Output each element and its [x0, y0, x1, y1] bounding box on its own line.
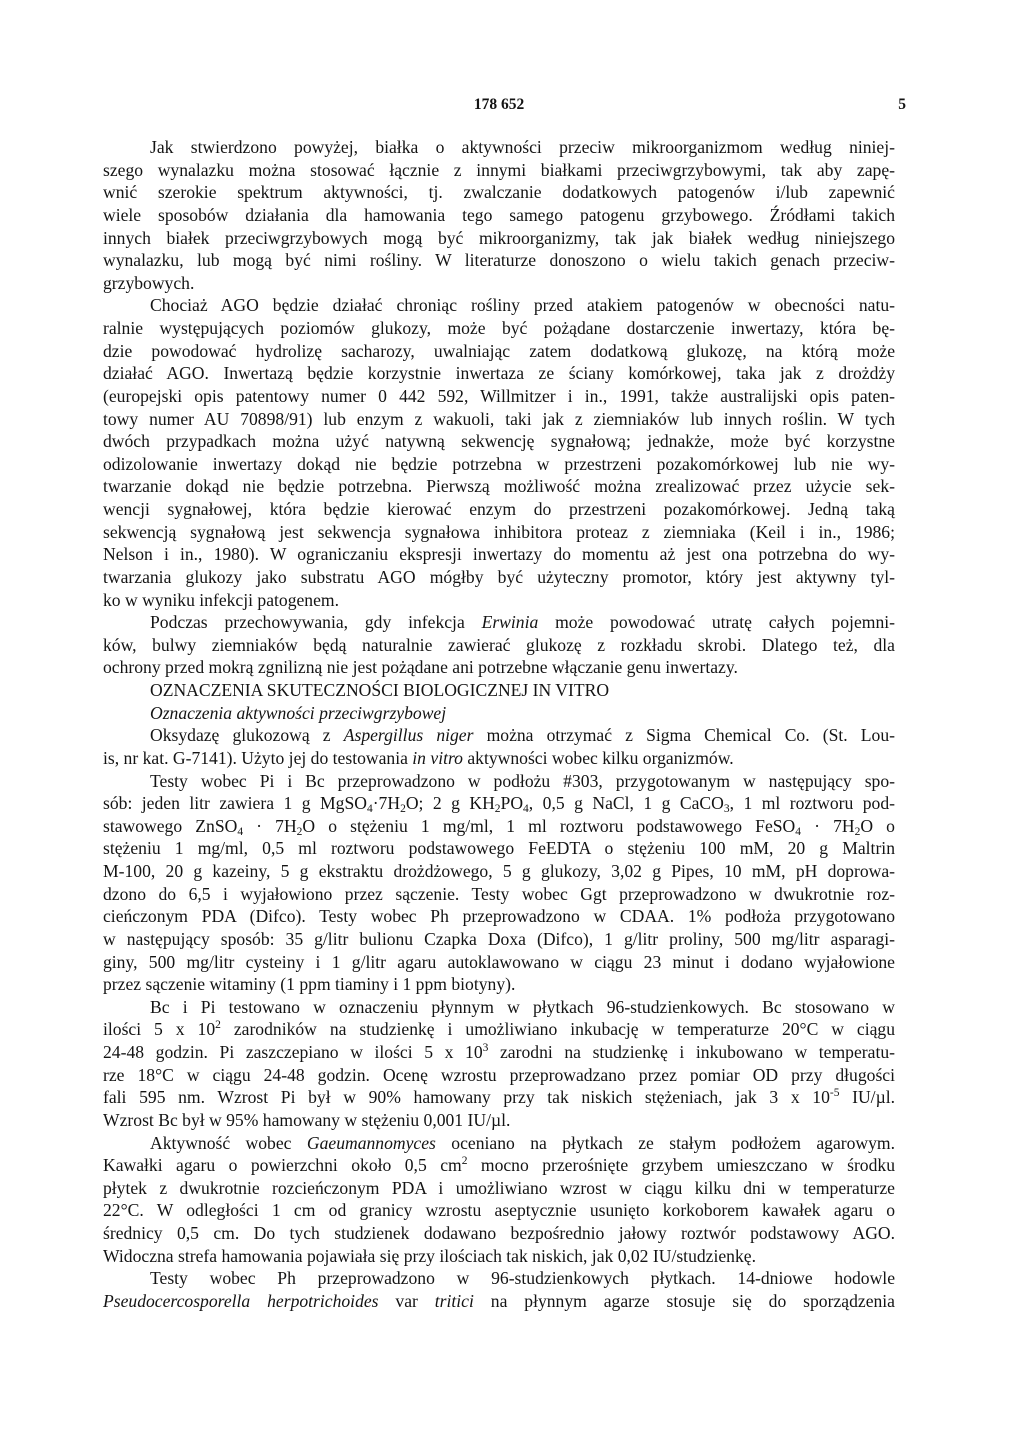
paragraph-2 — [103, 294, 895, 611]
superscript: 2 — [215, 1019, 221, 1032]
subscript: 4 — [795, 825, 801, 838]
text-line: dzono do 6,5 i wyjałowiono przez sączenie. Testy wobec Ggt przeprowadzono w dwukrotnie roz- — [103, 883, 895, 904]
subscript: 4 — [366, 803, 373, 816]
text-run: O o — [860, 815, 895, 836]
text-run: sób: jeden litr zawiera 1 g MgSO — [103, 793, 367, 814]
subscript: 2 — [494, 803, 501, 816]
text-line: ko w wyniku infekcji patogenem. — [103, 589, 339, 610]
text-run: · 7H — [801, 815, 855, 836]
subsection-heading: Oznaczenia aktywności przeciwgrzybowej — [150, 702, 447, 723]
text-run: ilości 5 x 10 — [103, 1019, 216, 1040]
text-line: działać AGO. Inwertazą będzie korzystnie inwertaza ze ściany komórkowej, taka jak z drożdży — [103, 363, 895, 384]
text-run: Aktywność wobec — [150, 1132, 307, 1153]
text-line: w następujący sposób: 35 g/litr bulionu Czapka Doxa (Difco), 1 g/litr proliny, 500 mg/litr asparagi- — [103, 928, 895, 949]
text-line: 22°C. W odległości 1 cm od granicy wzrostu aseptycznie usunięto korkoborem kawałek agaru o — [103, 1200, 895, 1221]
text-run: 24-48 godzin. Pi zaszczepiano w ilości 5 x 10 — [103, 1042, 483, 1062]
text-line: M-100, 20 g kazeiny, 5 g ekstraktu drożdżowego, 5 g glukozy, 3,02 g Pipes, 10 mM, pH doprowa- — [103, 861, 895, 881]
text-run: IU/µl. — [839, 1087, 895, 1108]
text-run: mocno przerośnięte grzybem umieszczano w środku — [467, 1155, 895, 1176]
text-line: wynalazku, lub mogą być nimi rośliny. W literaturze donoszono o wielu takich genach przeciw- — [103, 250, 895, 271]
text-line: (europejski opis patentowy numer 0 442 592, Willmitzer i in., 1991, także australijski opis paten- — [103, 385, 895, 406]
species-name: tritici — [434, 1290, 474, 1311]
text-run: Kawałki agaru o powierzchni około 0,5 cm — [103, 1155, 462, 1176]
text-line: średnicy 0,5 cm. Do tych studzienek dodawano bezpośrednio jałowy roztwór podstawowy AGO. — [103, 1223, 895, 1243]
text-line: odizolowanie inwertazy dokąd nie będzie potrzebna w przestrzeni pozakomórkowej lub nie wy- — [103, 453, 895, 474]
paragraph-3 — [103, 611, 895, 679]
species-name: Aspergillus niger — [343, 725, 474, 746]
text-line — [103, 1041, 895, 1064]
text-line: dzie powodować hydrolizę sacharozy, uwalniając zatem dodatkową glukozę, na którą może — [103, 340, 895, 361]
text-line — [103, 1154, 895, 1177]
text-run: O o stężeniu 1 mg/ml, 1 ml roztworu podstawowego FeSO — [302, 815, 796, 836]
text-run: is, nr kat. G-7141). Użyto jej do testowania — [103, 747, 413, 768]
species-name: Pseudocercosporella herpotrichoides — [103, 1290, 379, 1311]
text-line: wiele sposobów działania dla hamowania tego samego patogenu grzybowego. Źródłami takich — [103, 204, 895, 225]
subscript: 4 — [523, 803, 529, 816]
text-line — [103, 1086, 895, 1109]
text-run: zarodni na studzienkę i inkubowano w temperatu- — [488, 1042, 895, 1062]
text-run: Podczas przechowywania, gdy infekcja — [150, 612, 482, 633]
text-run: Oksydazę glukozową z — [150, 725, 344, 746]
text-run: · 7H — [243, 815, 297, 836]
body-text — [103, 136, 895, 1313]
text-line: Testy wobec Pi i Bc przeprowadzono w podłożu #303, przygotowanym w następujący spo- — [150, 770, 895, 791]
paragraph-1 — [103, 136, 895, 294]
text-line: Jak stwierdzono powyżej, białka o aktywności przeciw mikroorganizmom według niniej- — [150, 137, 895, 157]
species-name: Erwinia — [481, 612, 539, 633]
text-run: , 1 ml roztworu pod- — [729, 793, 895, 814]
paragraph-7 — [103, 1132, 895, 1268]
superscript: 3 — [482, 1042, 489, 1054]
text-run: O; 2 g KH — [405, 793, 495, 814]
text-run: można otrzymać z Sigma Chemical Co. (St. Lou- — [473, 725, 895, 746]
text-line: Chociaż AGO będzie działać chroniąc rośliny przed atakiem patogenów w obecności natu- — [150, 295, 895, 316]
text-line: Nelson i in., 1980). W ograniczaniu ekspresji inwertazy do momentu aż jest ona potrzebna do wy- — [103, 544, 895, 565]
paragraph-6 — [103, 996, 895, 1132]
text-line: przez sączenie witaminy (1 ppm tiaminy i 1 ppm biotyny). — [103, 974, 516, 995]
italic-term: in vitro — [412, 747, 463, 768]
text-line: ochrony przed mokrą zgnilizną nie jest pożądane ani potrzebne włączanie genu inwertazy. — [103, 657, 738, 678]
text-line: ków, bulwy ziemniaków będą naturalnie zawierać glukozę z rozkładu skrobi. Dlatego też, dla — [103, 634, 895, 655]
section-heading: OZNACZENIA SKUTECZNOŚCI BIOLOGICZNEJ IN VITRO — [150, 680, 610, 700]
paragraph-8 — [103, 1267, 895, 1312]
text-line: twarzania glukozy jako substratu AGO mógłby być użyteczny promotor, który jest aktywny tyl- — [103, 566, 895, 587]
text-run: var — [378, 1290, 435, 1311]
subscript: 2 — [854, 825, 861, 838]
text-line: szego wynalazku można stosować łącznie z innymi białkami przeciwgrzybowymi, tak aby zapę- — [103, 159, 895, 180]
page-header — [102, 96, 906, 120]
text-line: Testy wobec Ph przeprowadzono w 96-studzienkowych płytkach. 14-dniowe hodowle — [150, 1268, 895, 1289]
subscript: 2 — [296, 825, 303, 838]
subscript: 4 — [237, 825, 244, 838]
text-line: rze 18°C w ciągu 24-48 godzin. Ocenę wzrostu przeprowadzano przez pomiar OD przy długości — [103, 1064, 895, 1085]
text-line: wnić szerokie spektrum aktywności, tj. zwalczanie dodatkowych patogenów i/lub zapewnić — [103, 182, 895, 203]
text-line — [103, 724, 895, 747]
species-name: Gaeumannomyces — [306, 1132, 436, 1153]
document-number: 178 652 — [473, 96, 525, 113]
text-line — [103, 1132, 895, 1155]
text-line: stężeniu 1 mg/ml, 0,5 ml roztworu podstawowego FeEDTA o stężeniu 100 mM, 20 g Maltrin — [103, 838, 895, 859]
text-run: oceniano na płytkach ze stałym podłożem agarowym. — [435, 1132, 896, 1153]
text-run: , 0,5 g NaCl, 1 g CaCO — [528, 793, 724, 814]
text-run: fali 595 nm. Wzrost Pi był w 90% hamowany przy tak niskich stężeniach, jak 3 x 10 — [103, 1087, 830, 1108]
text-line: dwóch przypadkach można użyć natywną sekwencję sygnałową; jednakże, może być korzystne — [103, 431, 895, 452]
text-line: innych białek przeciwgrzybowych mogą być mikroorganizmy, tak jak białek według niniejszego — [103, 227, 895, 248]
paragraph-5 — [103, 770, 895, 996]
superscript: 2 — [461, 1155, 468, 1168]
text-line: towy numer AU 70898/91) lub enzym z wakuoli, taki jak z ziemniaków lub innych roślin. W tych — [103, 408, 895, 429]
text-line: Widoczna strefa hamowania pojawiała się przy ilościach tak niskich, jak 0,02 IU/studzienkę. — [103, 1245, 756, 1266]
text-run: może powodować utratę całych pojemni- — [538, 612, 895, 633]
text-line — [103, 792, 895, 815]
text-line — [103, 1018, 895, 1041]
text-line: sekwencją sygnałową jest sekwencja sygnałowa inhibitora proteaz z ziemniaka (Keil i in., 1986; — [103, 521, 895, 542]
text-line: grzybowych. — [103, 272, 195, 293]
text-line: wencji sygnałowej, która będzie kierować enzym do przestrzeni pozakomórkowej. Jedną taką — [103, 499, 895, 519]
text-line: giny, 500 mg/litr cysteiny i 1 g/litr agaru autoklawowano w ciągu 23 minut i dodano wyjałowione — [103, 951, 895, 972]
text-line: Wzrost Bc był w 95% hamowany w stężeniu 0,001 IU/µl. — [103, 1109, 511, 1130]
superscript: -5 — [829, 1087, 840, 1100]
text-line: cieńczonym PDA (Difco). Testy wobec Ph przeprowadzono w CDAA. 1% podłoża przygotowano — [103, 906, 895, 927]
text-run: ·7H — [372, 793, 401, 814]
text-run: zarodników na studzienkę i umożliwiano inkubację w temperaturze 20°C w ciągu — [220, 1019, 895, 1040]
text-line: płytek z dwukrotnie rozcieńczonym PDA i umożliwiano wzrost w ciągu kilku dni w temperaturze — [103, 1177, 895, 1198]
text-line — [103, 611, 895, 634]
text-run: stawowego ZnSO — [103, 815, 238, 836]
page-number: 5 — [898, 96, 906, 113]
text-run: PO — [500, 793, 524, 814]
text-line: ralnie występujących poziomów glukozy, może być pożądane dostarczenie inwertazy, która bę- — [103, 318, 895, 338]
paragraph-4 — [103, 724, 895, 769]
text-line — [103, 747, 895, 770]
text-run: aktywności wobec kilku organizmów. — [462, 747, 734, 768]
text-line — [103, 815, 895, 838]
text-run: na płynnym agarze stosuje się do sporządzenia — [473, 1290, 895, 1311]
text-line — [103, 1290, 895, 1313]
text-line: twarzanie dokąd nie będzie potrzebna. Pierwszą możliwość można zrealizować przez użycie sek- — [103, 476, 895, 497]
text-line: Bc i Pi testowano w oznaczeniu płynnym w płytkach 96-studzienkowych. Bc stosowano w — [150, 996, 895, 1017]
subscript: 3 — [723, 803, 730, 816]
subscript: 2 — [400, 803, 406, 816]
